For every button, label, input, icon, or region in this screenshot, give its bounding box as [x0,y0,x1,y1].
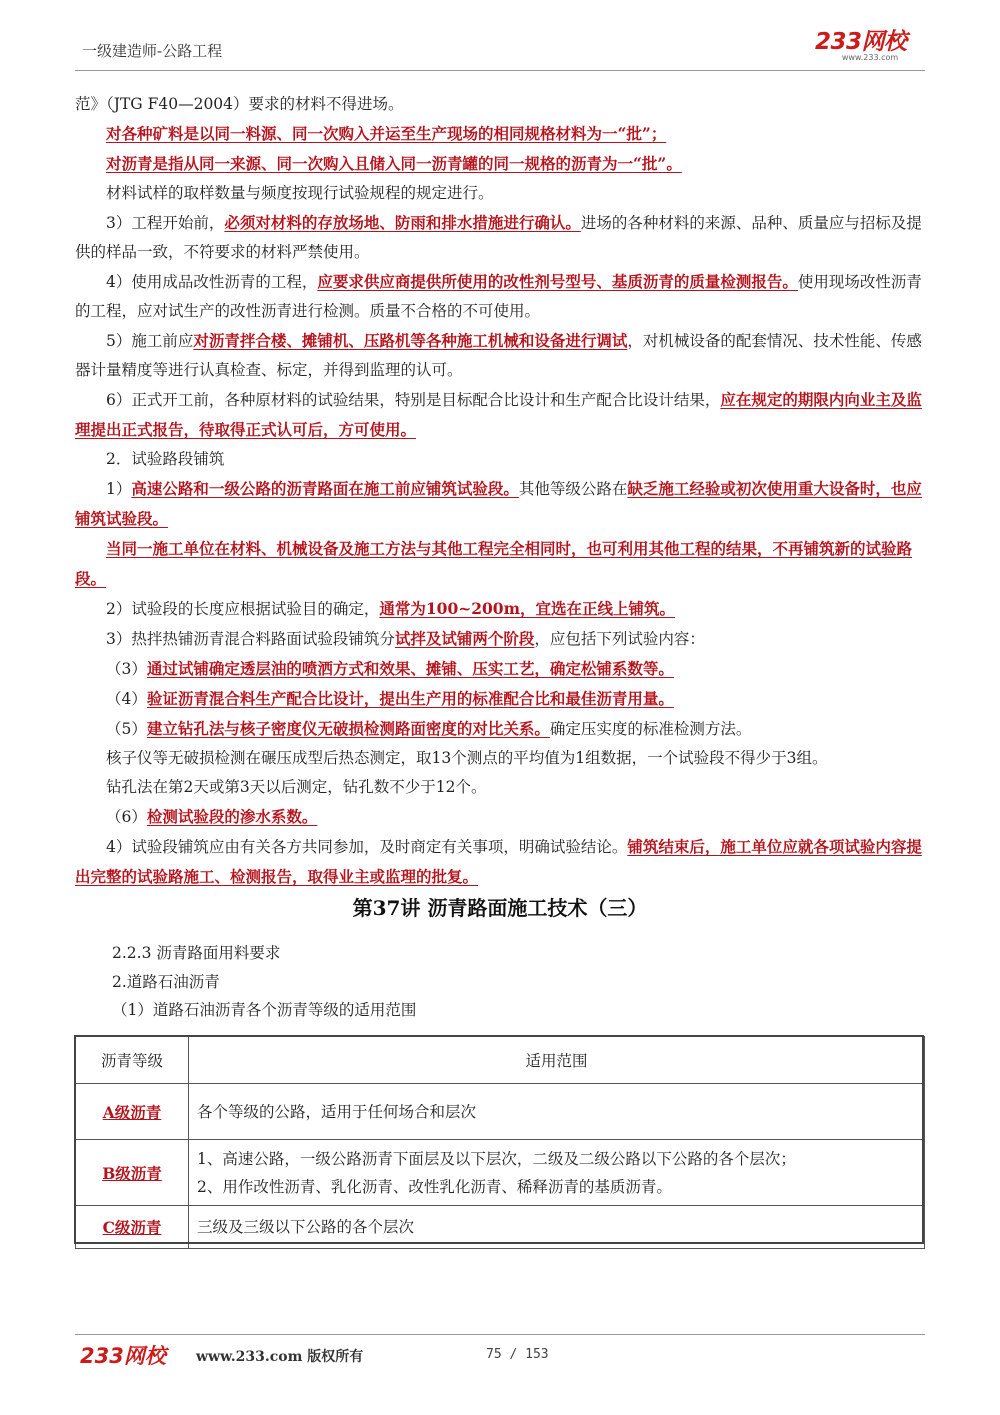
body-text: 3）工程开始前， [106,214,225,232]
paragraph [75,326,925,385]
brand-logo-url: www.233.com [841,53,899,62]
column-header-scope: 适用范围 [189,1037,925,1084]
body-text: 1） [106,480,132,498]
grade-cell [76,1084,189,1140]
paragraph [75,744,925,773]
body-text: ，对机械设备的配套情况、技术性能、传感器计量精度等进行认真检查、标定，并得到监理的认可。 [75,332,922,379]
section-heading-1: 2.2.3 沥青路面用料要求 [112,944,281,962]
section-heading-3: （1）道路石油沥青各个沥青等级的适用范围 [112,1001,417,1019]
header-divider [75,70,925,71]
body-text: 钻孔法在第2天或第3天以后测定，钻孔数不少于12个。 [106,778,487,796]
body-text: ，应包括下列试验内容： [534,630,705,648]
scope-line: 各个等级的公路，适用于任何场合和层次 [197,1102,477,1121]
footer-copyright: www.233.com 版权所有 [196,1349,364,1365]
grade-label: A级沥青 [102,1102,162,1122]
body-text: 2．试验路段铺筑 [106,450,225,468]
body-text: 4）试验段铺筑应由有关各方共同参加，及时商定有关事项，明确试验结论。 [106,838,628,856]
body-text: （3） [106,660,147,678]
document-body [75,90,925,892]
emphasized-text: 应要求供应商提供所使用的改性剂号型号、基质沥青的质量检测报告。 [317,272,798,291]
body-text: 材料试样的取样数量与频度按现行试验规程的规定进行。 [106,184,494,202]
body-text: 4）使用成品改性沥青的工程， [106,273,318,291]
paragraph [75,832,925,892]
emphasized-text: 当同一施工单位在材料、机械设备及施工方法与其他工程完全相同时，也可利用其他工程的结果，不再铺筑新的试验路段。 [75,539,913,588]
paragraph [75,149,925,179]
scope-line: 三级及三级以下公路的各个层次 [197,1218,415,1236]
grade-cell [76,1206,189,1249]
emphasized-text: 通过试铺确定透层油的喷洒方式和效果、摊铺、压实工艺，确定松铺系数等。 [146,659,674,678]
paragraph [75,714,925,744]
emphasized-text: 缺乏施工经验或初次使用重大设备时，也应铺筑试验段。 [75,479,922,528]
emphasized-text: 检测试验段的渗水系数。 [146,807,318,826]
scope-cell [189,1084,925,1140]
paragraph [75,208,925,267]
body-text: 确定压实度的标准检测方法。 [549,720,752,738]
header-title: 一级建造师-公路工程 [82,42,223,60]
body-text: 进场的各种材料的来源、品种、质量应与招标及提供的样品一致，不符要求的材料严禁使用。 [75,214,922,261]
paragraph [75,179,925,208]
body-text: 范》（JTG F40—2004）要求的材料不得进场。 [75,95,404,113]
body-text: （4） [106,690,147,708]
emphasized-text: 必须对材料的存放场地、防雨和排水措施进行确认。 [224,213,581,232]
paragraph [75,773,925,802]
brand-logo-text: 233网校 [815,29,907,55]
paragraph [75,267,925,326]
grade-label: C级沥青 [102,1218,162,1237]
paragraph [75,90,925,119]
table-header-row [76,1037,925,1084]
emphasized-text: 验证沥青混合料生产配合比设计，提出生产用的标准配合比和最佳沥青用量。 [146,689,674,708]
body-text: 2）试验段的长度应根据试验目的确定， [106,600,380,618]
emphasized-text: 应在规定的期限内向业主及监理提出正式报告，待取得正式认可后，方可使用。 [75,390,922,439]
body-text: 5）施工前应 [106,332,194,350]
emphasized-text: 对沥青拌合楼、摊铺机、压路机等各种施工机械和设备进行调试 [193,331,628,350]
emphasized-text: 对沥青是指从同一来源、同一次购入且储入同一沥青罐的同一规格的沥青为一“批”。 [106,154,682,173]
body-text: （6） [106,808,147,826]
paragraph [75,594,925,624]
body-text: （5） [106,720,147,738]
lecture-title: 第37讲 沥青路面施工技术（三） [352,896,648,920]
table-row [76,1206,925,1249]
paragraph [75,624,925,654]
body-text: 其他等级公路在 [518,480,628,498]
paragraph [75,684,925,714]
brand-logo[interactable] [815,30,925,64]
paragraph [75,385,925,445]
page-number: 75 / 153 [486,1347,549,1362]
emphasized-text: 铺筑结束后，施工单位应就各项试验内容提出完整的试验路施工、检测报告，取得业主或监理的批复。 [75,837,922,886]
paragraph [75,802,925,832]
emphasized-text: 通常为100~200m，宜选在正线上铺筑。 [379,599,675,618]
scope-cell [189,1140,925,1206]
paragraph [75,445,925,474]
emphasized-text: 高速公路和一级公路的沥青路面在施工前应铺筑试验段。 [131,479,519,498]
scope-line: 2、用作改性沥青、乳化沥青、改性乳化沥青、稀释沥青的基质沥青。 [197,1177,672,1196]
body-text: 6）正式开工前，各种原材料的试验结果，特别是目标配合比设计和生产配合比设计结果， [106,391,721,409]
column-header-grade: 沥青等级 [76,1037,189,1084]
paragraph [75,119,925,149]
footer-divider [75,1334,925,1335]
paragraph [75,654,925,684]
footer-logo[interactable]: 233网校 [80,1344,166,1368]
table-row [76,1084,925,1140]
paragraph [75,474,925,534]
emphasized-text: 试拌及试铺两个阶段 [394,629,535,648]
body-text: 核子仪等无破损检测在碾压成型后热态测定，取13个测点的平均值为1组数据，一个试验段不得少于3组。 [106,749,828,767]
scope-line: 1、高速公路，一级公路沥青下面层及以下层次，二级及二级公路以下公路的各个层次； [197,1149,796,1168]
body-text: 使用现场改性沥青的工程，应对试生产的改性沥青进行检测。质量不合格的不可使用。 [75,273,922,320]
emphasized-text: 建立钻孔法与核子密度仪无破损检测路面密度的对比关系。 [146,719,550,738]
emphasized-text: 对各种矿料是以同一料源、同一次购入并运至生产现场的相同规格材料为一“批”； [106,124,667,143]
paragraph [75,534,925,594]
section-heading-2: 2.道路石油沥青 [112,973,220,991]
asphalt-grade-table [75,1036,925,1249]
grade-cell [76,1140,189,1206]
table-row [76,1140,925,1206]
grade-label: B级沥青 [102,1163,162,1183]
body-text: 3）热拌热铺沥青混合料路面试验段铺筑分 [106,630,395,648]
scope-cell [189,1206,925,1249]
